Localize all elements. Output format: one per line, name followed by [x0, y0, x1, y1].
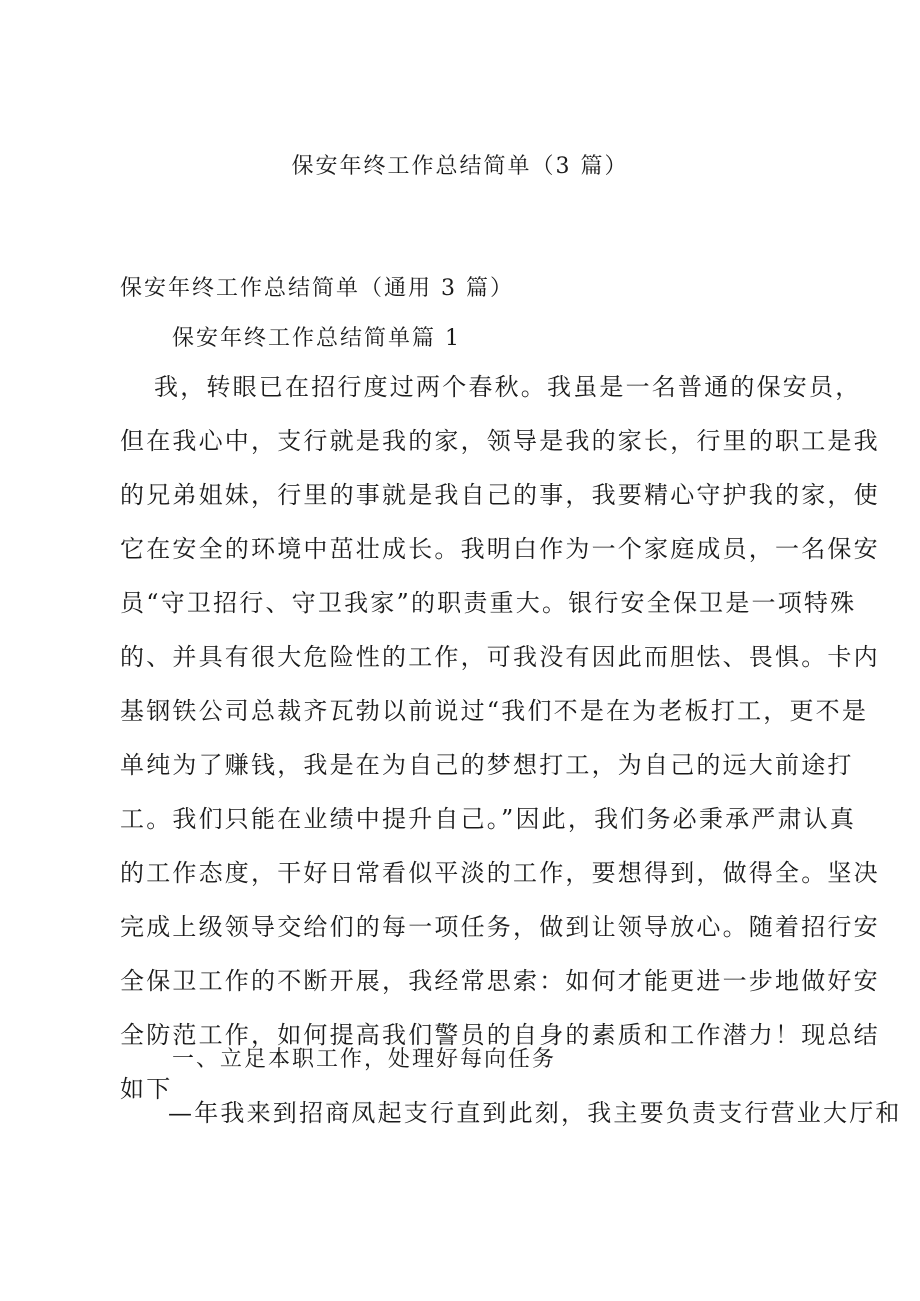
paragraph-line: 工。我们只能在业绩中提升自己。”因此，我们务必秉承严肃认真 [120, 805, 857, 833]
paragraph-line: 的兄弟姐妹，行里的事就是我自己的事，我要精心守护我的家，使 [120, 481, 880, 509]
paragraph-line: 的、并具有很大危险性的工作，可我没有因此而胆怯、畏惧。卡内 [120, 643, 880, 671]
paragraph-line: 基钢铁公司总裁齐瓦勃以前说过“我们不是在为老板打工，更不是 [120, 697, 869, 725]
paragraph-line: 全保卫工作的不断开展，我经常思索：如何才能更进一步地做好安 [120, 967, 880, 995]
paragraph-line: 的工作态度，干好日常看似平淡的工作，要想得到，做得全。坚决 [120, 859, 880, 887]
paragraph-line: 单纯为了赚钱，我是在为自己的梦想打工，为自己的远大前途打 [120, 751, 854, 779]
document-title: 保安年终工作总结简单（3 篇） [291, 154, 629, 179]
paragraph-line: 如下 [120, 1075, 173, 1103]
paragraph-line: 我，转眼已在招行度过两个春秋。我虽是一名普通的保安员， [154, 373, 862, 401]
subsection-heading: 一、立足本职工作，处理好每向任务 [172, 1047, 557, 1072]
paragraph-line: 完成上级领导交给们的每一项任务，做到让领导放心。随着招行安 [120, 913, 880, 941]
paragraph-line: 但在我心中，支行就是我的家，领导是我的家长，行里的职工是我 [120, 427, 880, 455]
body-paragraph [120, 362, 880, 1118]
paragraph-line: —年我来到招商凤起支行直到此刻，我主要负责支行营业大厅和 [168, 1099, 902, 1127]
paragraph-line: 全防范工作，如何提高我们警员的自身的素质和工作潜力！现总结 [120, 1021, 880, 1049]
section-heading: 保安年终工作总结简单篇 1 [172, 326, 461, 351]
document-subtitle: 保安年终工作总结简单（通用 3 篇） [120, 276, 514, 301]
paragraph-line: 员“守卫招行、守卫我家”的职责重大。银行安全保卫是一项特殊 [120, 589, 857, 617]
paragraph-line: 它在安全的环境中茁壮成长。我明白作为一个家庭成员，一名保安 [120, 535, 880, 563]
